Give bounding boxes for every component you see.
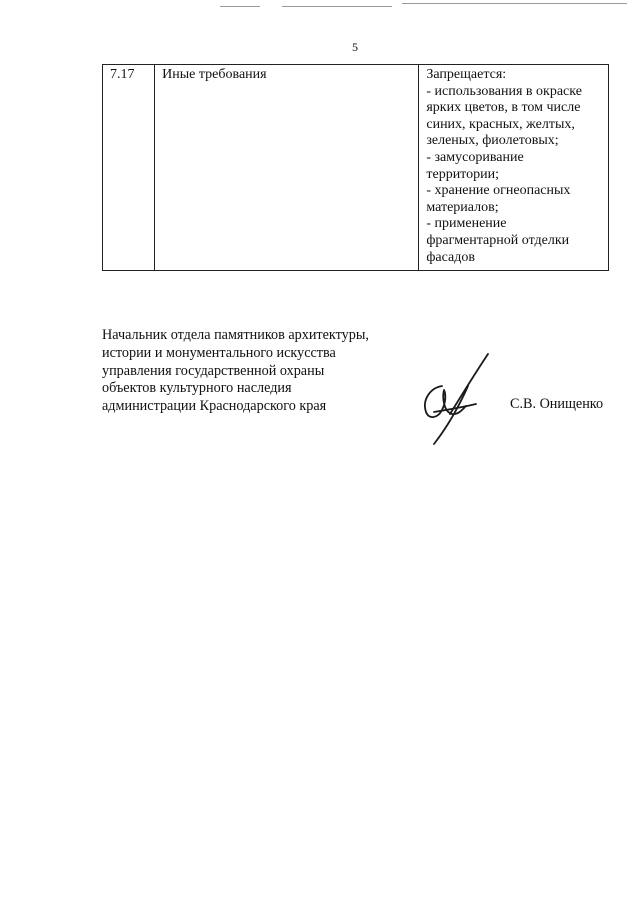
- content-line: - использования в окраске: [426, 83, 582, 99]
- requirements-table: [102, 64, 609, 271]
- position-line: истории и монументального искусства: [102, 344, 336, 361]
- content-line: ярких цветов, в том числе: [426, 100, 581, 116]
- handwritten-signature: [412, 352, 492, 448]
- content-line: территории;: [426, 166, 499, 182]
- position-line: управления государственной охраны: [102, 362, 325, 379]
- content-line: - хранение огнеопасных: [426, 183, 571, 199]
- signatory-position: [102, 327, 369, 416]
- position-line: администрации Краснодарского края: [102, 398, 327, 415]
- row-content-cell: [419, 65, 609, 271]
- table-row: [103, 65, 609, 271]
- content-line: фасадов: [426, 249, 475, 265]
- content-line: зеленых, фиолетовых;: [426, 133, 559, 149]
- scan-artifact-line: [220, 6, 260, 7]
- page-number: 5: [352, 40, 358, 54]
- position-line: Начальник отдела памятников архитектуры,: [102, 327, 369, 343]
- content-line: - замусоривание: [426, 149, 524, 165]
- scan-artifact-line: [402, 3, 627, 4]
- content-line: - применение: [426, 216, 507, 232]
- content-line: материалов;: [426, 199, 499, 215]
- content-line: синих, красных, желтых,: [426, 116, 575, 132]
- row-name-cell: Иные требования: [155, 65, 419, 271]
- position-line: объектов культурного наследия: [102, 380, 292, 397]
- row-number-cell: 7.17: [103, 65, 155, 271]
- content-line: фрагментарной отделки: [426, 232, 570, 248]
- scan-artifact-line: [282, 6, 392, 7]
- signatory-name: С.В. Онищенко: [510, 396, 604, 412]
- content-line: Запрещается:: [426, 67, 507, 82]
